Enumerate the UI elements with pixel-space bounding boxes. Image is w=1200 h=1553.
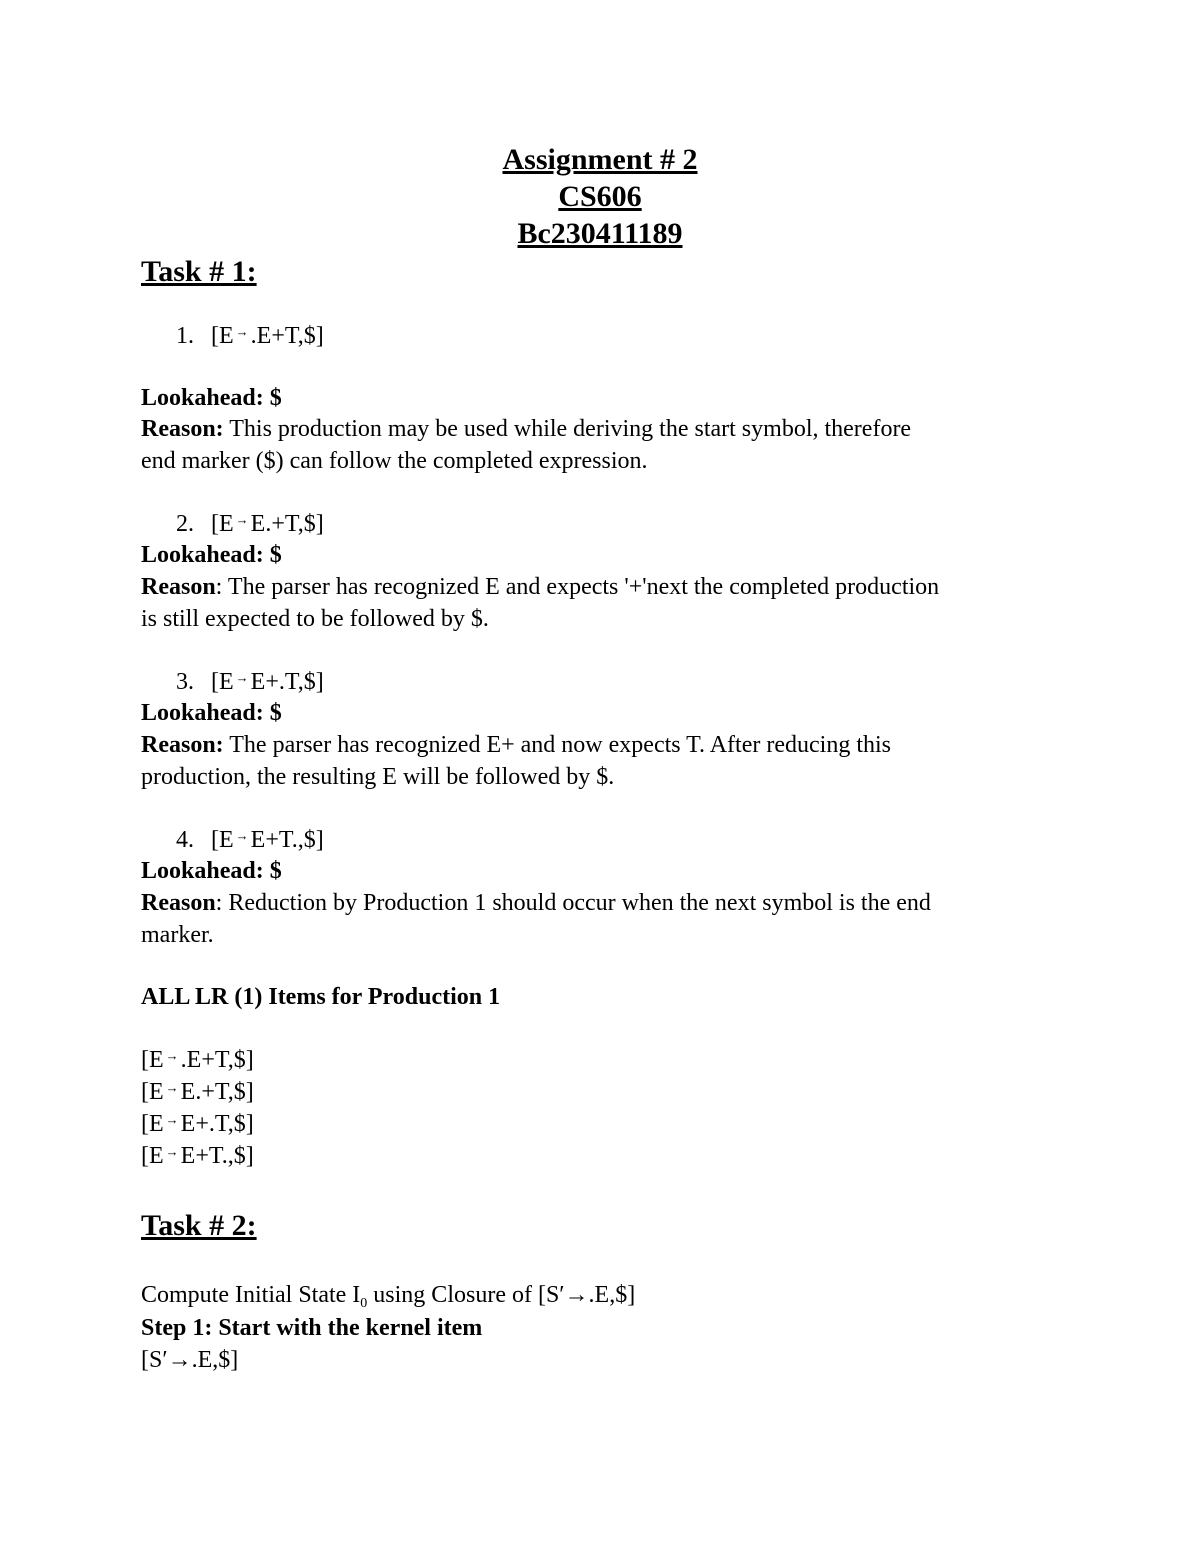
item-number: 1. xyxy=(176,323,194,349)
task1-item-4 xyxy=(176,824,324,859)
reason-3-line1 xyxy=(141,729,891,761)
item-text-before: [E xyxy=(211,323,234,349)
reason-2-line1 xyxy=(141,571,939,603)
arrow-icon: → xyxy=(165,1048,179,1063)
arrow-icon: → xyxy=(165,1112,179,1127)
task2-step1: Step 1: Start with the kernel item xyxy=(141,1315,483,1341)
item-text-before: [E xyxy=(211,827,234,853)
arrow-icon: → xyxy=(235,670,249,685)
all-item-4 xyxy=(141,1140,254,1175)
lookahead-4: Lookahead: $ xyxy=(141,858,282,884)
task1-item-2 xyxy=(176,508,324,543)
reason-4-line2: marker. xyxy=(141,922,214,948)
all-item-before: [E xyxy=(141,1079,164,1105)
course-code: CS606 xyxy=(558,180,642,213)
arrow-icon: → xyxy=(235,512,249,527)
reason-text: : The parser has recognized E and expects '+'next the completed production xyxy=(215,574,940,600)
assignment-title: Assignment # 2 xyxy=(502,143,698,176)
arrow-icon: → xyxy=(235,324,249,339)
arrow-icon: → xyxy=(165,1144,179,1159)
intro-text: Compute Initial State I xyxy=(141,1282,361,1308)
reason-2-line2: is still expected to be followed by $. xyxy=(141,606,489,632)
item-number: 3. xyxy=(176,669,194,695)
task1-heading: Task # 1: xyxy=(141,255,257,288)
document-header xyxy=(0,141,1200,252)
reason-3-line2: production, the resulting E will be followed by $. xyxy=(141,764,615,790)
item-text-after: E+.T,$] xyxy=(250,669,324,695)
all-items-heading: ALL LR (1) Items for Production 1 xyxy=(141,984,501,1010)
reason-text: : Reduction by Production 1 should occur when the next symbol is the end xyxy=(215,890,931,916)
arrow-icon: → xyxy=(235,828,249,843)
item-text-before: [E xyxy=(211,669,234,695)
item-text-before: [E xyxy=(211,511,234,537)
all-item-2 xyxy=(141,1076,254,1111)
item-text-after: E+T.,$] xyxy=(250,827,324,853)
task2-intro xyxy=(141,1279,635,1315)
lookahead-3: Lookahead: $ xyxy=(141,700,282,726)
reason-label: Reason xyxy=(141,574,216,600)
all-item-1 xyxy=(141,1044,254,1079)
reason-1-line2: end marker ($) can follow the completed expression. xyxy=(141,448,648,474)
reason-text: This production may be used while deriving the start symbol, therefore xyxy=(229,416,912,442)
all-item-after: E.+T,$] xyxy=(180,1079,254,1105)
all-item-after: E+.T,$] xyxy=(180,1111,254,1137)
reason-label: Reason: xyxy=(141,732,224,758)
all-item-after: E+T.,$] xyxy=(180,1143,254,1169)
reason-label: Reason xyxy=(141,890,216,916)
student-id: Bc230411189 xyxy=(517,217,683,250)
all-item-before: [E xyxy=(141,1111,164,1137)
all-item-before: [E xyxy=(141,1143,164,1169)
lookahead-1: Lookahead: $ xyxy=(141,385,282,411)
reason-1-line1 xyxy=(141,413,911,445)
item-number: 2. xyxy=(176,511,194,537)
task2-kernel-item: [S′→.E,$] xyxy=(141,1347,239,1373)
item-number: 4. xyxy=(176,827,194,853)
item-text-after: E.+T,$] xyxy=(250,511,324,537)
arrow-icon: → xyxy=(165,1080,179,1095)
all-item-after: .E+T,$] xyxy=(180,1047,254,1073)
all-item-before: [E xyxy=(141,1047,164,1073)
task2-heading: Task # 2: xyxy=(141,1209,257,1242)
reason-text: The parser has recognized E+ and now expects T. After reducing this xyxy=(229,732,891,758)
reason-label: Reason: xyxy=(141,416,224,442)
task1-item-3 xyxy=(176,666,324,701)
subscript: 0 xyxy=(360,1296,368,1311)
lookahead-2: Lookahead: $ xyxy=(141,542,282,568)
task1-item-1 xyxy=(176,320,324,355)
reason-4-line1 xyxy=(141,887,931,919)
item-text-after: .E+T,$] xyxy=(250,323,324,349)
all-item-3 xyxy=(141,1108,254,1143)
intro-text-after: using Closure of [S′→.E,$] xyxy=(367,1282,636,1308)
